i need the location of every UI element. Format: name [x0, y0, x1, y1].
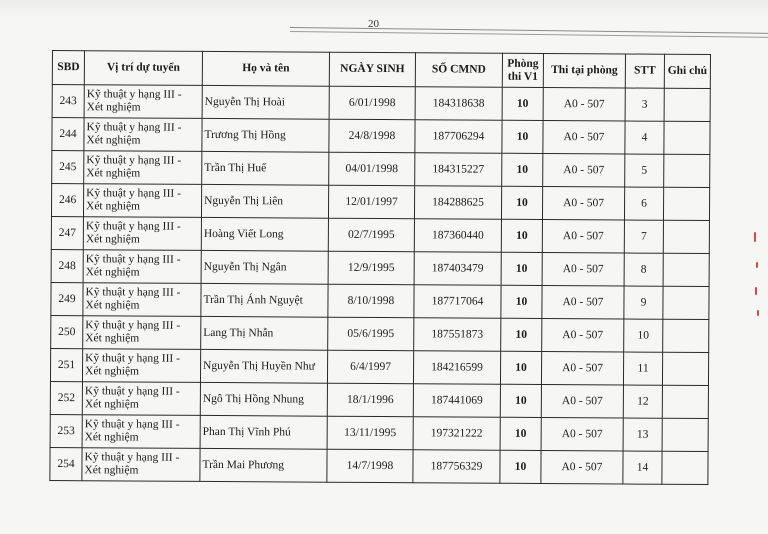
cell-room: 10 [502, 120, 543, 153]
cell-dob: 8/10/1998 [328, 284, 414, 318]
cell-name: Lang Thị Nhẫn [201, 316, 328, 350]
cell-location: A0 - 507 [542, 318, 624, 352]
cell-stt: 5 [625, 154, 664, 187]
cell-name: Trần Thị Huế [202, 151, 329, 185]
cell-cmnd: 184288625 [414, 186, 501, 220]
cell-name: Nguyễn Thị Ngân [201, 250, 328, 284]
cell-cmnd: 184315227 [415, 153, 502, 187]
table-row [52, 85, 710, 122]
cell-sbd: 253 [50, 414, 82, 447]
cell-cmnd: 184318638 [415, 87, 502, 121]
cell-cmnd: 187717064 [414, 285, 501, 319]
table-row [51, 184, 709, 221]
cell-name: Ngô Thị Hồng Nhung [200, 382, 327, 416]
cell-cmnd: 187551873 [414, 318, 501, 352]
cell-name: Nguyễn Thị Hoài [202, 85, 329, 119]
cell-note [662, 352, 708, 385]
cell-location: A0 - 507 [543, 88, 625, 122]
header-name: Họ và tên [202, 51, 329, 86]
cell-note [662, 385, 708, 418]
header-room [502, 53, 543, 87]
table-row [51, 315, 709, 352]
cell-location: A0 - 507 [543, 154, 625, 188]
cell-sbd: 251 [50, 348, 82, 381]
table-row [52, 151, 710, 188]
header-room-line2: thi V1 [507, 70, 538, 83]
cell-position: Kỹ thuật y hạng III - Xét nghiệm [84, 118, 202, 152]
cell-sbd: 245 [52, 151, 84, 184]
cell-position: Kỹ thuật y hạng III - Xét nghiệm [84, 151, 202, 185]
cell-dob: 12/01/1997 [328, 185, 414, 219]
cell-dob: 6/4/1997 [327, 350, 413, 384]
table-body [50, 85, 710, 485]
cell-sbd: 247 [51, 216, 83, 249]
cell-dob: 6/01/1998 [329, 86, 415, 120]
cell-note [662, 451, 708, 484]
cell-dob: 05/6/1995 [328, 317, 414, 351]
header-note: Ghi chú [664, 54, 710, 88]
cell-cmnd: 184216599 [413, 351, 500, 385]
cell-dob: 04/01/1998 [329, 152, 415, 186]
cell-cmnd: 187706294 [415, 120, 502, 154]
cell-sbd: 248 [51, 249, 83, 282]
table-row [50, 447, 708, 484]
cell-stt: 6 [624, 187, 663, 220]
cell-location: A0 - 507 [542, 252, 624, 286]
cell-stt: 11 [623, 352, 662, 385]
cell-name: Trần Thị Ánh Nguyệt [201, 283, 328, 317]
cell-note [663, 319, 709, 352]
cell-room: 10 [502, 153, 543, 186]
cell-room: 10 [500, 450, 541, 483]
cell-sbd: 249 [51, 282, 83, 315]
cell-dob: 14/7/1998 [327, 449, 413, 483]
cell-location: A0 - 507 [541, 417, 623, 451]
cell-cmnd: 187403479 [414, 252, 501, 286]
cell-room: 10 [502, 87, 543, 120]
cell-note [664, 121, 710, 154]
cell-note [664, 88, 710, 121]
cell-position: Kỹ thuật y hạng III - Xét nghiệm [82, 448, 200, 482]
table-header-row [52, 51, 710, 89]
cell-room: 10 [501, 285, 542, 318]
cell-dob: 12/9/1995 [328, 251, 414, 285]
table-row [51, 216, 709, 253]
cell-cmnd: 187441069 [413, 384, 500, 418]
cell-position: Kỹ thuật y hạng III - Xét nghiệm [84, 85, 202, 119]
header-room-line1: Phòng [507, 57, 539, 70]
cell-room: 10 [501, 186, 542, 219]
cell-sbd: 246 [51, 184, 83, 217]
cell-cmnd: 187360440 [414, 219, 501, 253]
cell-dob: 13/11/1995 [327, 416, 413, 450]
margin-annotation [750, 232, 762, 322]
cell-stt: 9 [624, 286, 663, 319]
cell-name: Trương Thị Hồng [202, 118, 329, 152]
cell-stt: 3 [625, 88, 664, 121]
header-sbd: SBD [52, 51, 84, 85]
cell-position: Kỹ thuật y hạng III - Xét nghiệm [83, 316, 201, 350]
header-stt: STT [625, 54, 664, 88]
cell-name: Nguyễn Thị Liên [201, 184, 328, 218]
cell-name: Hoàng Viết Long [201, 217, 328, 251]
cell-sbd: 252 [50, 381, 82, 414]
cell-stt: 14 [623, 451, 662, 484]
table-row [50, 414, 708, 451]
cell-position: Kỹ thuật y hạng III - Xét nghiệm [82, 382, 200, 416]
cell-dob: 18/1/1996 [327, 383, 413, 417]
cell-note [663, 220, 709, 253]
cell-cmnd: 197321222 [413, 417, 500, 451]
cell-room: 10 [500, 417, 541, 450]
table-row [51, 249, 709, 286]
cell-room: 10 [501, 219, 542, 252]
table-row [52, 118, 710, 155]
cell-note [663, 253, 709, 286]
cell-room: 10 [501, 318, 542, 351]
cell-location: A0 - 507 [542, 285, 624, 319]
cell-location: A0 - 507 [542, 219, 624, 253]
cell-stt: 8 [624, 253, 663, 286]
header-cmnd: SỐ CMND [415, 53, 502, 88]
cell-dob: 02/7/1995 [328, 218, 414, 252]
cell-room: 10 [500, 384, 541, 417]
cell-position: Kỹ thuật y hạng III - Xét nghiệm [82, 349, 200, 383]
cell-note [664, 154, 710, 187]
cell-position: Kỹ thuật y hạng III - Xét nghiệm [83, 217, 201, 251]
cell-name: Nguyễn Thị Huyền Như [200, 349, 327, 383]
cell-position: Kỹ thuật y hạng III - Xét nghiệm [83, 283, 201, 317]
cell-sbd: 243 [52, 85, 84, 118]
cell-stt: 13 [623, 418, 662, 451]
cell-position: Kỹ thuật y hạng III - Xét nghiệm [82, 415, 200, 449]
header-location: Thi tại phòng [543, 54, 625, 89]
cell-cmnd: 187756329 [413, 450, 500, 484]
cell-location: A0 - 507 [541, 351, 623, 385]
cell-location: A0 - 507 [542, 186, 624, 220]
cell-sbd: 250 [51, 315, 83, 348]
cell-stt: 10 [624, 319, 663, 352]
cell-name: Trần Mai Phương [200, 448, 327, 482]
cell-sbd: 254 [50, 447, 82, 480]
cell-stt: 4 [625, 121, 664, 154]
cell-dob: 24/8/1998 [329, 119, 415, 153]
table-row [51, 282, 709, 319]
cell-position: Kỹ thuật y hạng III - Xét nghiệm [83, 184, 201, 218]
table-row [50, 381, 708, 418]
cell-stt: 7 [624, 220, 663, 253]
cell-stt: 12 [623, 385, 662, 418]
page-number: 20 [368, 18, 379, 30]
candidate-table [49, 50, 711, 485]
header-dob: NGÀY SINH [329, 52, 415, 87]
header-position: Vị trí dự tuyển [84, 51, 202, 86]
cell-room: 10 [501, 252, 542, 285]
cell-location: A0 - 507 [541, 450, 623, 484]
cell-note [663, 187, 709, 220]
cell-position: Kỹ thuật y hạng III - Xét nghiệm [83, 250, 201, 284]
cell-note [663, 286, 709, 319]
cell-sbd: 244 [52, 118, 84, 151]
cell-name: Phan Thị Vĩnh Phú [200, 415, 327, 449]
cell-location: A0 - 507 [543, 121, 625, 155]
cell-note [662, 418, 708, 451]
table-row [50, 348, 708, 385]
cell-location: A0 - 507 [541, 384, 623, 418]
cell-room: 10 [500, 351, 541, 384]
